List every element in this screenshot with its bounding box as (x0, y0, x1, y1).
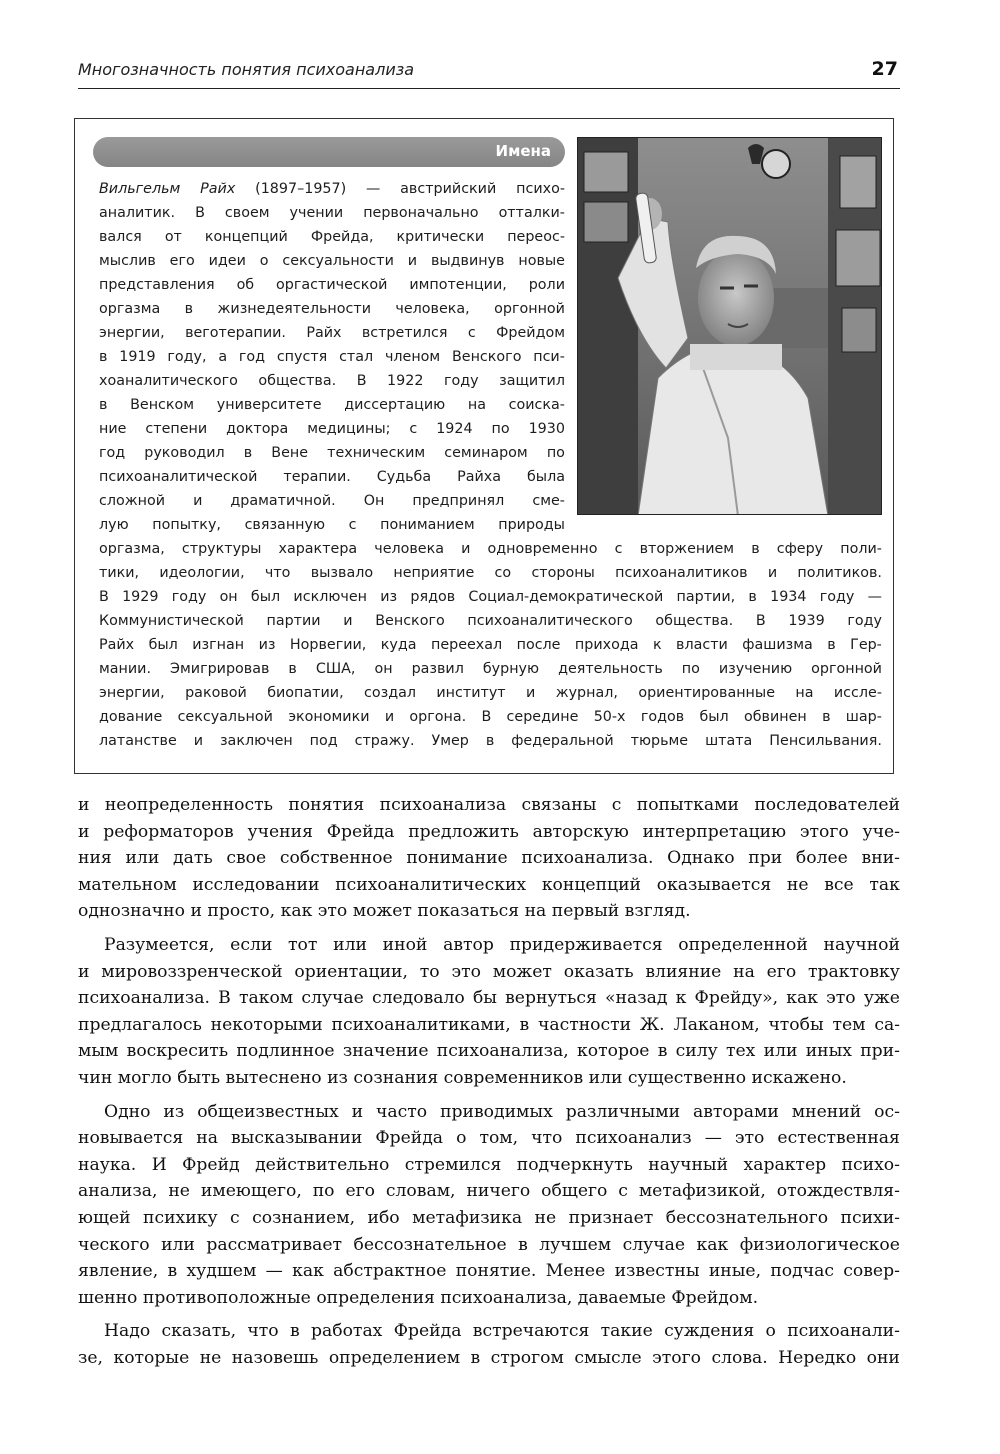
text-line: чин могло быть вытеснено из сознания современников или существенно искажено. (78, 1067, 847, 1088)
paragraph-4 (78, 1318, 900, 1371)
text-line: мым воскресить подлинное значение психоанализа, которое в силу тех или иных при- (78, 1041, 900, 1062)
text-line: и мировоззренческой ориентации, то это может оказать влияние на его трактовку (78, 961, 900, 982)
sidebar-biography-text (99, 177, 882, 753)
text-line: Одно из общеизвестных и часто приводимых различными авторами мнений ос- (104, 1101, 900, 1122)
sidebar-line: В 1929 году он был исключен из рядов Социал-демократической партии, в 1934 году — (99, 589, 882, 605)
sidebar-line: оргазма, структуры характера человека и одновременно с вторжением в сферу поли- (99, 541, 882, 557)
text-line: наука. И Фрейд действительно стремился подчеркнуть научный характер психо- (78, 1154, 900, 1175)
sidebar-line: мании. Эмигрировав в США, он развил бурную деятельность по изучению оргонной (99, 661, 882, 677)
page-header (78, 58, 900, 89)
sidebar-line: ние степени доктора медицины; с 1924 по 1930 (99, 421, 565, 437)
text-line: мательном исследовании психоаналитических концепций оказывается не все так (78, 874, 900, 895)
text-line: и неопределенность понятия психоанализа связаны с попытками последователей (78, 795, 900, 815)
sidebar-line: тики, идеологии, что вызвало неприятие со стороны психоаналитиков и политиков. (99, 565, 882, 581)
text-line: психоанализа. В таком случае следовало бы вернуться «назад к Фрейду», как это уже (78, 988, 900, 1009)
text-line: явление, в худшем — как абстрактное понятие. Менее известны иные, подчас совер- (78, 1261, 900, 1282)
running-title: Многозначность понятия психоанализа (78, 60, 415, 79)
sidebar-line: Райх был изгнан из Норвегии, куда переехал после прихода к власти фашизма в Гер- (99, 637, 882, 653)
names-sidebar-box (74, 118, 894, 774)
sidebar-line: дование сексуальной экономики и оргона. В середине 50-х годов был обвинен в шар- (99, 709, 882, 725)
text-line: предлагалось некоторыми психоаналитиками, в частности Ж. Лаканом, чтобы тем са- (78, 1014, 900, 1035)
text-line: ющей психику с сознанием, ибо метафизика не признает бессознательного психи- (78, 1207, 900, 1228)
sidebar-line: в Венском университете диссертацию на соиска- (99, 397, 565, 413)
text-line: ния или дать свое собственное понимание психоанализа. Однако при более вни- (78, 848, 900, 869)
main-body-text (78, 792, 900, 1371)
text-line: зе, которые не назовешь определением в строгом смысле этого слова. Нередко они (78, 1347, 900, 1368)
paragraph-3 (78, 1099, 900, 1312)
sidebar-line: энергии, веготерапии. Райх встретился с Фрейдом (99, 325, 565, 341)
sidebar-line: год руководил в Вене техническим семинаром по (99, 445, 565, 461)
sidebar-line: Коммунистической партии и Венского психоаналитического общества. В 1939 году (99, 613, 882, 629)
page-number: 27 (871, 58, 898, 80)
sidebar-line: оргазма в жизнедеятельности человека, оргонной (99, 301, 565, 317)
text-line: и реформаторов учения Фрейда предложить авторскую интерпретацию этого уче- (78, 821, 900, 842)
sidebar-line: аналитик. В своем учении первоначально отталки- (99, 205, 565, 221)
sidebar-line: энергии, раковой биопатии, создал институт и журнал, ориентированные на иссле- (99, 685, 882, 701)
sidebar-line: психоаналитической терапии. Судьба Райха была (99, 469, 565, 485)
paragraph-1 (78, 792, 900, 925)
sidebar-line: вался от концепций Фрейда, критически переос- (99, 229, 565, 245)
text-line: Надо сказать, что в работах Фрейда встречаются такие суждения о психоанали- (104, 1321, 900, 1342)
text-line: Разумеется, если тот или иной автор придерживается определенной научной (104, 934, 900, 955)
sidebar-line: представления об оргастической импотенции, роли (99, 277, 565, 293)
sidebar-line-1: Вильгельм Райх (1897–1957) — австрийский психо- (99, 181, 565, 197)
text-line: ческого или рассматривает бессознательное в лучшем случае как физиологическое (78, 1234, 900, 1255)
text-line: новывается на высказывании Фрейда о том, что психоанализ — это естественная (78, 1128, 900, 1149)
sidebar-line: хоаналитического общества. В 1922 году защитил (99, 373, 565, 389)
text-line: шенно противоположные определения психоанализа, даваемые Фрейдом. (78, 1287, 759, 1308)
sidebar-line: в 1919 году, а год спустя стал членом Венского пси- (99, 349, 565, 365)
sidebar-line: мыслив его идеи о сексуальности и выдвинув новые (99, 253, 565, 269)
text-line: однозначно и просто, как это может показаться на первый взгляд. (78, 901, 691, 922)
names-section-bar (93, 137, 565, 167)
paragraph-2 (78, 932, 900, 1092)
sidebar-line: лую попытку, связанную с пониманием природы (99, 517, 565, 533)
sidebar-line: латанстве и заключен под стражу. Умер в федеральной тюрьме штата Пенсильвания. (99, 733, 882, 749)
names-section-label: Имена (495, 142, 551, 160)
text-line: анализа, не имеющего, по его словам, ничего общего с метафизикой, отождествля- (78, 1181, 900, 1202)
sidebar-line: сложной и драматичной. Он предпринял сме- (99, 493, 565, 509)
